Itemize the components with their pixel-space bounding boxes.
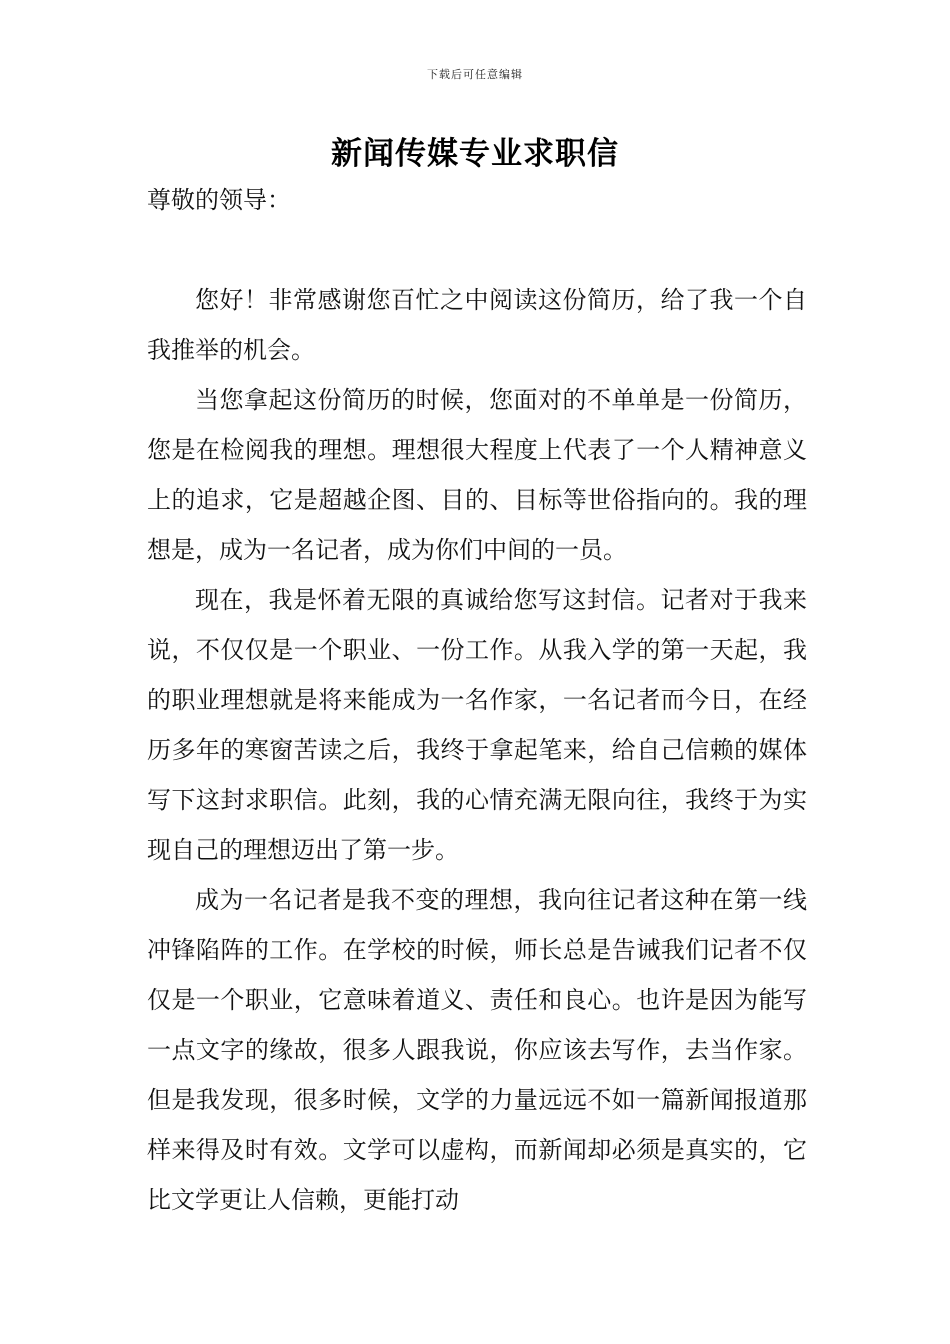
paragraph-4: 成为一名记者是我不变的理想，我向往记者这种在第一线冲锋陷阵的工作。在学校的时候，师长总是告诫我们记者不仅仅是一个职业，它意味着道义、责任和良心。也许是因为能写一点文字的缘故，很多人跟我说，你应该去写作，去当作家。但是我发现，很多时候，文学的力量远远不如一篇新闻报道那样来得及时有效。文学可以虚构，而新闻却必须是真实的，它比文学更让人信赖，更能打动 [147,886,807,1214]
salutation: 尊敬的领导： [147,186,291,214]
paragraph-2: 当您拿起这份简历的时候，您面对的不单单是一份简历，您是在检阅我的理想。理想很大程度上代表了一个人精神意义上的追求，它是超越企图、目的、目标等世俗指向的。我的理想是，成为一名记者，成为你们中间的一员。 [147,386,807,564]
header-note: 下载后可任意编辑 [427,68,523,81]
paragraph-1: 您好！非常感谢您百忙之中阅读这份简历，给了我一个自我推举的机会。 [147,286,807,364]
paragraph-3: 现在，我是怀着无限的真诚给您写这封信。记者对于我来说，不仅仅是一个职业、一份工作。从我入学的第一天起，我的职业理想就是将来能成为一名作家，一名记者而今日，在经历多年的寒窗苦读之后，我终于拿起笔来，给自己信赖的媒体写下这封求职信。此刻，我的心情充满无限向往，我终于为实现自己的理想迈出了第一步。 [147,586,807,864]
document-title: 新闻传媒专业求职信 [331,136,619,172]
letter-body [147,275,807,1225]
